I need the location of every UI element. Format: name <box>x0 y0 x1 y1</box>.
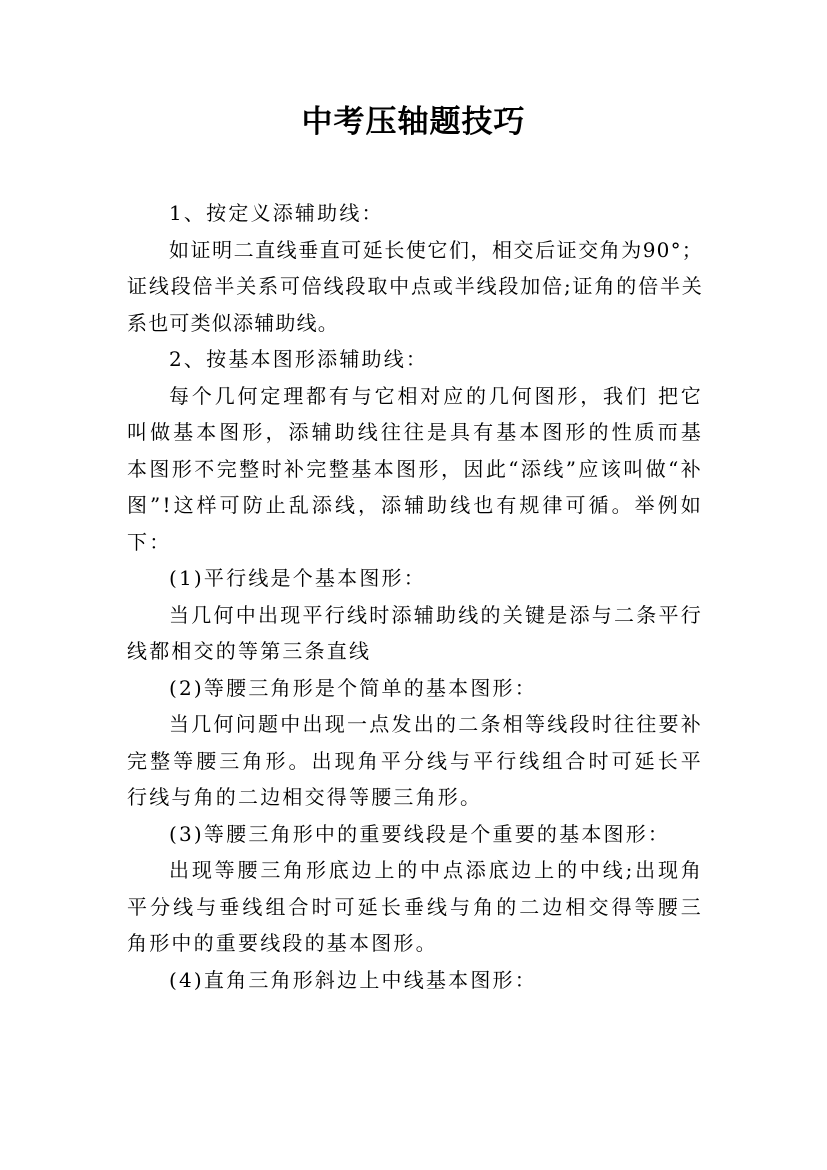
paragraph-subheading-3: (3)等腰三角形中的重要线段是个重要的基本图形： <box>169 821 671 846</box>
paragraph-subheading-1: (1)平行线是个基本图形： <box>169 566 426 590</box>
paragraph-subheading-4: (4)直角三角形斜边上中线基本图形： <box>169 967 537 992</box>
document-title: 中考压轴题技巧 <box>301 104 526 140</box>
paragraph-parallel-lines: 当几何中出现平行线时添辅助线的关键是添与二条平行线都相交的等第三条直线 <box>127 602 703 663</box>
paragraph-isosceles: 当几何问题中出现一点发出的二条相等线段时往往要补完整等腰三角形。出现角平分线与平行线组合时可延长平行线与角的二边相交得等腰三角形。 <box>127 712 703 809</box>
paragraph-definition: 如证明二直线垂直可延长使它们，相交后证交角为90°；证线段倍半关系可倍线段取中点或半线段加倍;证角的倍半关系也可类似添辅助线。 <box>127 237 703 335</box>
paragraph-heading-2: 2、按基本图形添辅助线： <box>169 347 429 371</box>
paragraph-heading-1: 1、按定义添辅助线： <box>169 201 384 225</box>
paragraph-basic-figure: 每个几何定理都有与它相对应的几何图形，我们 把它叫做基本图形，添辅助线往往是具有基本图形的性质而基本图形不完整时补完整基本图形，因此“添线”应该叫做“补图”!这样可防止乱添线，添辅助线也有规律可循。举例如下： <box>127 383 703 554</box>
paragraph-isosceles-segments: 出现等腰三角形底边上的中点添底边上的中线;出现角平分线与垂线组合时可延长垂线与角的二边相交得等腰三角形中的重要线段的基本图形。 <box>127 858 703 955</box>
document-body <box>127 195 703 998</box>
paragraph-subheading-2: (2)等腰三角形是个简单的基本图形： <box>169 675 537 700</box>
